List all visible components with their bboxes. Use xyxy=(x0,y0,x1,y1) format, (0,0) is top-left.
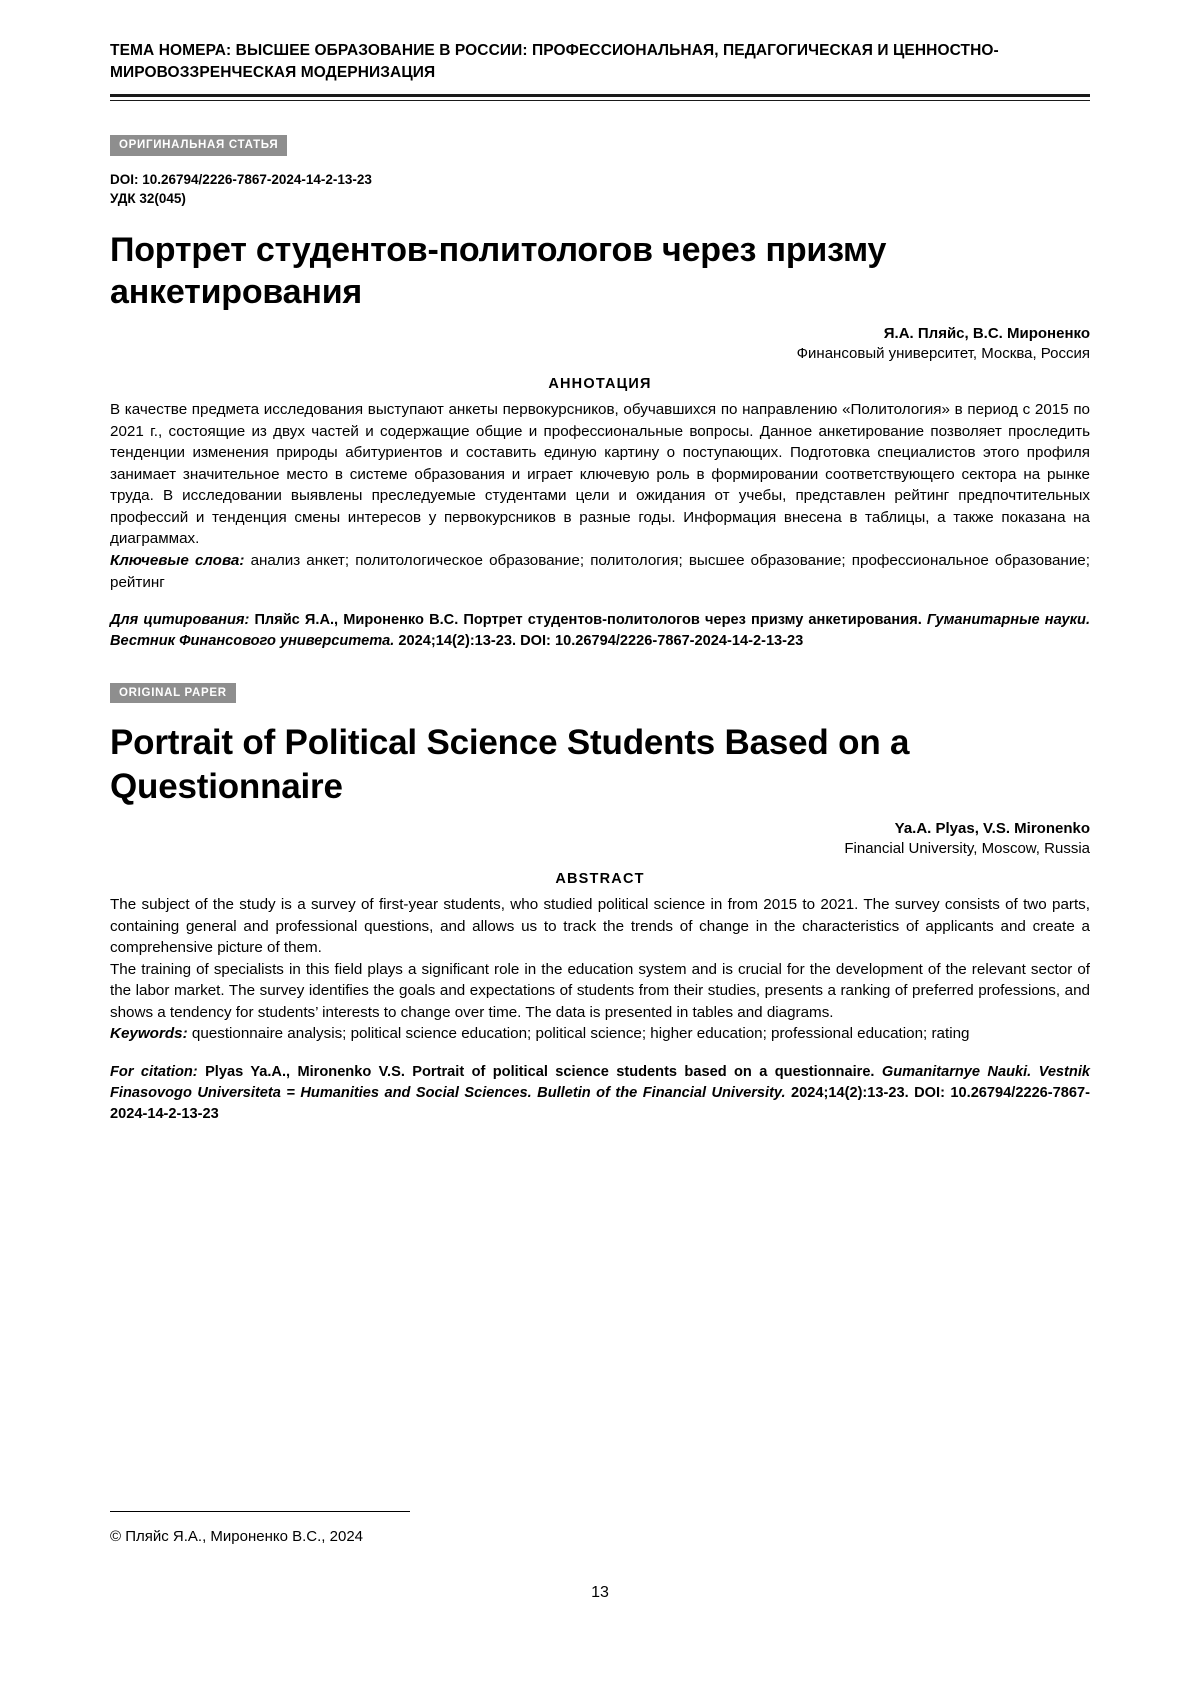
keywords-ru xyxy=(110,550,1090,593)
citation-text-ru: Пляйс Я.А., Мироненко В.С. Портрет студентов-политологов через призму анкетирования. xyxy=(254,612,922,629)
affiliation-en: Financial University, Moscow, Russia xyxy=(844,839,1090,857)
citation-journal-en: Gumanitarnye Nauki. Vestnik Finasovogo Universiteta = Humanities and Social Sciences. Bulletin of the Financial University. xyxy=(110,1064,1090,1102)
article-type-badge-ru: ОРИГИНАЛЬНАЯ СТАТЬЯ xyxy=(110,135,287,156)
citation-tail-ru: 2024;14(2):13-23. DOI: 10.26794/2226-7867-2024-14-2-13-23 xyxy=(398,633,804,650)
citation-text-en: Plyas Ya.A., Mironenko V.S. Portrait of political science students based on a questionnaire. xyxy=(205,1064,875,1080)
keywords-en xyxy=(110,1023,1090,1045)
citation-journal-ru: Гуманитарные науки. Вестник Финансового университета. xyxy=(110,612,1090,650)
keywords-text-ru: анализ анкет; политологическое образование; политология; высшее образование; профессиональное образование; рейтинг xyxy=(110,552,1090,591)
doi-line: DOI: 10.26794/2226-7867-2024-14-2-13-23 xyxy=(110,171,372,187)
article-block-ru xyxy=(110,101,1090,653)
abstract-label-ru: АННОТАЦИЯ xyxy=(548,376,652,393)
abstract-paragraph: В качестве предмета исследования выступают анкеты первокурсников, обучавшихся по направлению «Политология» в период с 2015 по 2021 г., состоящие из двух частей и содержащие общие и профессиональные вопросы. Данное анкетирование позволяет проследить тенденции изменения природы абитуриентов и составить единую картину о поступающих. Подготовка специалистов этого профиля занимает значительное место в системе образования и играет ключевую роль в формировании соответствующего сектора на рынке труда. В исследовании выявлены преследуемые студентами цели и ожидания от учебы, представлен рейтинг предпочтительных профессий и тенденция смены интересов у первокурсников в разные годы. Информация внесена в таблицы, а также показана на диаграммах. xyxy=(110,401,1090,548)
page-content xyxy=(110,40,1090,1125)
article-type-badge-en: ORIGINAL PAPER xyxy=(110,683,236,704)
affiliation-ru: Финансовый университет, Москва, Россия xyxy=(796,345,1090,363)
authors-en: Ya.A. Plyas, V.S. Mironenko xyxy=(894,819,1090,837)
citation-tail-en: 2024;14(2):13-23. DOI: 10.26794/2226-7867-2024-14-2-13-23 xyxy=(110,1085,1090,1123)
citation-en xyxy=(110,1062,1090,1125)
keywords-label-ru: Ключевые слова: xyxy=(110,552,245,570)
citation-label-en: For citation: xyxy=(110,1064,198,1080)
page-title-en: Portrait of Political Science Students Based on a Questionnaire xyxy=(110,723,910,806)
footer-divider xyxy=(110,1511,410,1512)
abstract-paragraph: The subject of the study is a survey of first-year students, who studied political science in from 2015 to 2021. The survey consists of two parts, containing general and professional questions, and allows us to track the trends of change in the characteristics of applicants and create a comprehensive picture of them. xyxy=(110,895,1090,957)
article-block-en xyxy=(110,683,1090,1126)
keywords-label-en: Keywords: xyxy=(110,1025,188,1043)
abstract-ru xyxy=(110,399,1090,550)
udk-line: УДК 32(045) xyxy=(110,191,186,207)
citation-ru xyxy=(110,610,1090,652)
abstract-label-en: ABSTRACT xyxy=(555,870,645,887)
copyright-notice: © Пляйс Я.А., Мироненко В.С., 2024 xyxy=(110,1528,364,1545)
page-number: 13 xyxy=(591,1584,609,1601)
header-divider xyxy=(110,94,1090,101)
authors-ru: Я.А. Пляйс, В.С. Мироненко xyxy=(883,325,1090,343)
abstract-en xyxy=(110,894,1090,1023)
abstract-paragraph: The training of specialists in this field plays a significant role in the education system and is crucial for the development of the relevant sector of the labor market. The survey identifies the goals and expectations of students from their studies, presents a ranking of preferred professions, and shows a tendency for students’ interests to change over time. The data is presented in tables and diagrams. xyxy=(110,960,1090,1021)
running-title: ТЕМА НОМЕРА: ВЫСШЕЕ ОБРАЗОВАНИЕ В РОССИИ: ПРОФЕССИОНАЛЬНАЯ, ПЕДАГОГИЧЕСКАЯ И ЦЕННОСТНО-МИРОВОЗЗРЕНЧЕСКАЯ МОДЕРНИЗАЦИЯ xyxy=(110,42,999,82)
citation-label-ru: Для цитирования: xyxy=(110,612,250,629)
keywords-text-en: questionnaire analysis; political science education; political science; higher education; professional education; rating xyxy=(191,1025,970,1043)
page-title-ru: Портрет студентов-политологов через призму анкетирования xyxy=(110,230,887,311)
identifier-block-ru xyxy=(110,170,1090,209)
